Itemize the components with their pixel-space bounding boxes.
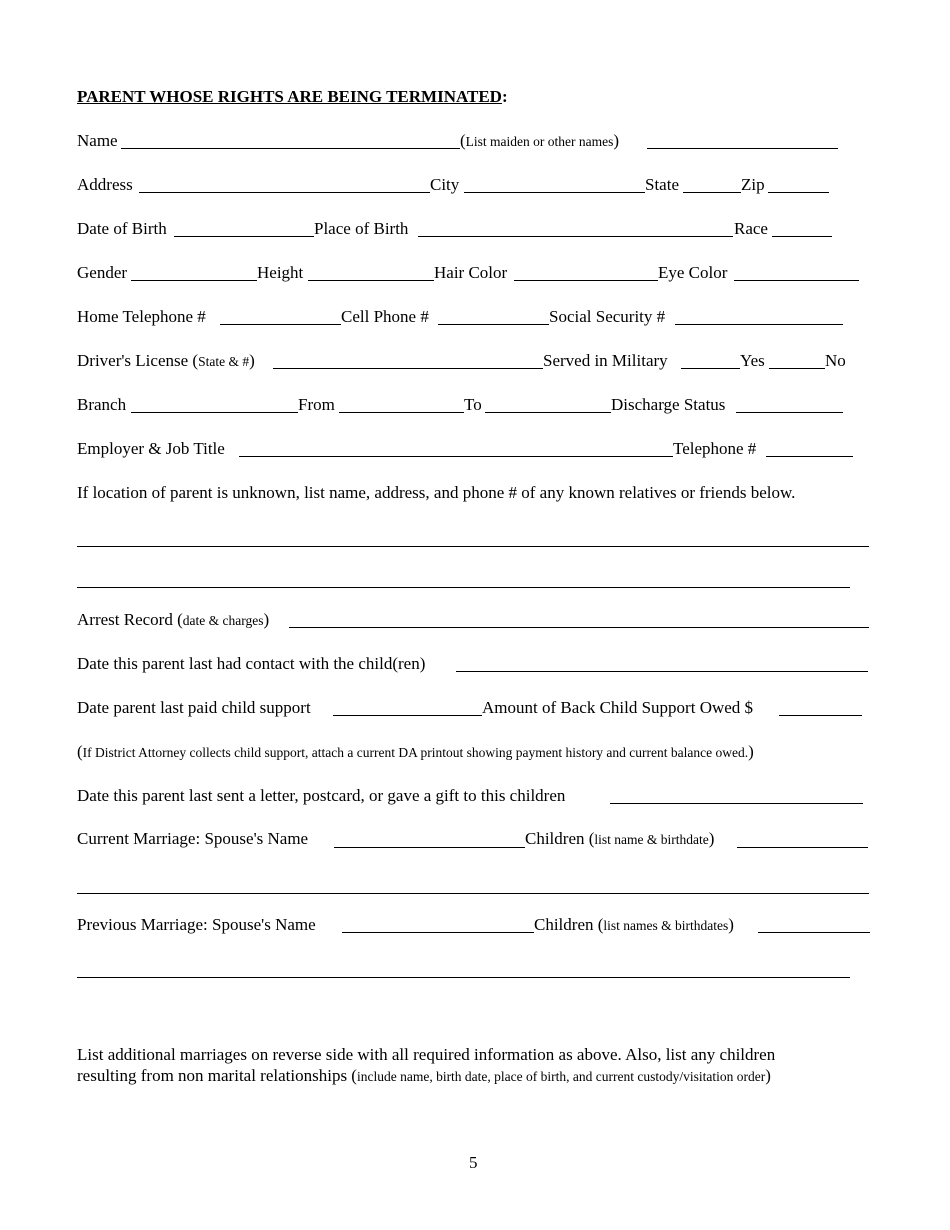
eye-color-label: Eye Color [658, 263, 728, 282]
da-note-text: If District Attorney collects child support, attach a current DA printout showing payment history and current balance owed. [82, 745, 749, 760]
height-field[interactable] [308, 280, 434, 281]
footer-line-1: List additional marriages on reverse side with all required information as above. Also, list any children [77, 1045, 776, 1064]
address-label: Address [77, 175, 133, 194]
footer-line-2 [77, 1066, 771, 1087]
form-heading-title: PARENT WHOSE RIGHTS ARE BEING TERMINATED [77, 87, 502, 106]
back-support-field[interactable] [779, 715, 862, 716]
last-gift-field[interactable] [610, 803, 863, 804]
race-label: Race [734, 219, 768, 238]
cell-phone-label: Cell Phone # [341, 307, 429, 326]
address-field[interactable] [139, 192, 430, 193]
military-yes-label: Yes [740, 351, 765, 370]
drivers-license-label [77, 351, 255, 372]
hair-color-field[interactable] [514, 280, 658, 281]
dob-field[interactable] [174, 236, 314, 237]
home-phone-label: Home Telephone # [77, 307, 206, 326]
page-number: 5 [469, 1153, 478, 1172]
from-field[interactable] [339, 412, 464, 413]
eye-color-field[interactable] [734, 280, 859, 281]
previous-children-label [534, 915, 734, 936]
city-field[interactable] [464, 192, 645, 193]
form-heading-colon: : [501, 87, 508, 106]
previous-spouse-field[interactable] [342, 932, 534, 933]
previous-marriage-label: Previous Marriage: Spouse's Name [77, 915, 316, 934]
maiden-names-field[interactable] [647, 148, 838, 149]
military-no-label: No [825, 351, 846, 370]
pob-label: Place of Birth [314, 219, 409, 238]
maiden-names-label [460, 131, 619, 152]
current-children-note: list name & birthdate [594, 832, 709, 847]
district-attorney-note [77, 742, 754, 763]
race-field[interactable] [772, 236, 832, 237]
branch-field[interactable] [131, 412, 298, 413]
drivers-license-note: State & # [198, 354, 250, 369]
gender-label: Gender [77, 263, 128, 282]
from-label: From [298, 395, 335, 414]
current-children-label [525, 829, 714, 850]
previous-children-field[interactable] [758, 932, 870, 933]
last-paid-support-label: Date parent last paid child support [77, 698, 311, 717]
state-field[interactable] [683, 192, 741, 193]
maiden-note: List maiden or other names [465, 134, 614, 149]
ssn-label: Social Security # [549, 307, 666, 326]
relatives-line-2[interactable] [77, 587, 850, 588]
employer-field[interactable] [239, 456, 673, 457]
previous-marriage-line-2[interactable] [77, 977, 850, 978]
current-children-field[interactable] [737, 847, 868, 848]
current-children-text: Children ( [525, 829, 595, 848]
city-label: City [430, 175, 460, 194]
ssn-field[interactable] [675, 324, 843, 325]
drivers-license-field[interactable] [273, 368, 543, 369]
current-marriage-label: Current Marriage: Spouse's Name [77, 829, 309, 848]
hair-color-label: Hair Color [434, 263, 508, 282]
to-field[interactable] [485, 412, 611, 413]
arrest-record-close-paren: ) [263, 610, 270, 629]
footer-line-2-close-paren: ) [765, 1066, 771, 1085]
gender-field[interactable] [131, 280, 257, 281]
cell-phone-field[interactable] [438, 324, 549, 325]
pob-field[interactable] [418, 236, 733, 237]
last-gift-label: Date this parent last sent a letter, postcard, or gave a gift to this children [77, 786, 566, 805]
footer-line-2-note: include name, birth date, place of birth, and current custody/visitation order [356, 1069, 766, 1084]
arrest-record-label [77, 610, 269, 631]
arrest-record-field[interactable] [289, 627, 869, 628]
military-no-field[interactable] [769, 368, 825, 369]
maiden-close-paren: ) [613, 131, 620, 150]
military-yes-field[interactable] [681, 368, 740, 369]
da-note-close-paren: ) [748, 742, 754, 761]
dob-label: Date of Birth [77, 219, 167, 238]
served-military-label: Served in Military [543, 351, 668, 370]
arrest-record-note: date & charges [182, 613, 264, 628]
zip-label: Zip [741, 175, 765, 194]
height-label: Height [257, 263, 304, 282]
current-spouse-field[interactable] [334, 847, 525, 848]
previous-children-close-paren: ) [728, 915, 734, 934]
zip-field[interactable] [768, 192, 829, 193]
home-phone-field[interactable] [220, 324, 341, 325]
previous-children-note: list names & birthdates [603, 918, 729, 933]
name-label: Name [77, 131, 118, 150]
employer-label: Employer & Job Title [77, 439, 225, 458]
maiden-open-paren: ( [460, 131, 466, 150]
employer-telephone-label: Telephone # [673, 439, 757, 458]
form-heading [77, 87, 508, 107]
employer-telephone-field[interactable] [766, 456, 853, 457]
discharge-status-label: Discharge Status [611, 395, 726, 414]
state-label: State [645, 175, 679, 194]
branch-label: Branch [77, 395, 127, 414]
current-children-close-paren: ) [708, 829, 715, 848]
footer-line-2-text: resulting from non marital relationships ( [77, 1066, 357, 1085]
last-contact-field[interactable] [456, 671, 868, 672]
previous-children-text: Children ( [534, 915, 604, 934]
name-field[interactable] [121, 148, 460, 149]
back-support-label: Amount of Back Child Support Owed $ [482, 698, 754, 717]
current-marriage-line-2[interactable] [77, 893, 869, 894]
last-paid-support-field[interactable] [333, 715, 482, 716]
drivers-license-close-paren: ) [249, 351, 255, 370]
arrest-record-text: Arrest Record ( [77, 610, 183, 629]
to-label: To [464, 395, 482, 414]
relatives-line-1[interactable] [77, 546, 869, 547]
discharge-status-field[interactable] [736, 412, 843, 413]
drivers-license-text: Driver's License ( [77, 351, 199, 370]
unknown-location-instruction: If location of parent is unknown, list name, address, and phone # of any known relatives or friends below. [77, 483, 796, 502]
da-note-open-paren: ( [77, 742, 83, 761]
last-contact-label: Date this parent last had contact with the child(ren) [77, 654, 426, 673]
